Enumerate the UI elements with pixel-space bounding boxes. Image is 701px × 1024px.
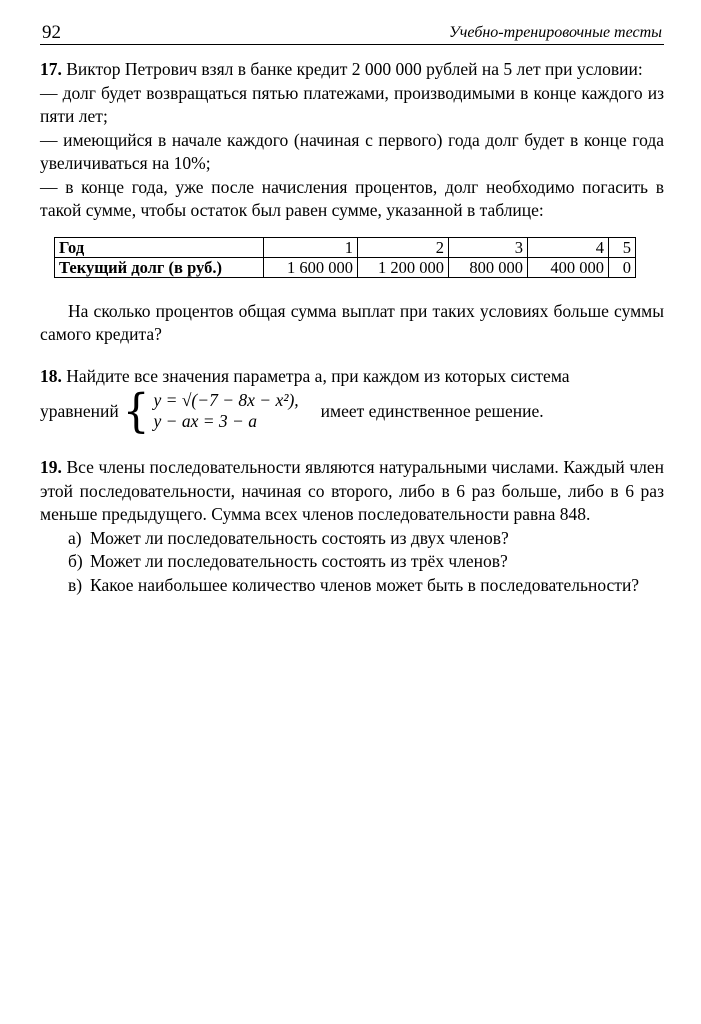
page-content	[40, 58, 664, 597]
system-label: уравнений	[40, 400, 119, 421]
problem-18-statement: Найдите все значения параметра a, при каждом из которых система	[66, 365, 570, 386]
part-label: а)	[68, 527, 82, 548]
table-cell: 5	[609, 237, 636, 257]
part-text: Какое наибольшее количество членов может быть в последовательности?	[90, 574, 640, 595]
problem-17-question: На сколько процентов общая сумма выплат при таких условиях больше суммы самого кредита?	[40, 300, 664, 344]
table-cell: 1 600 000	[264, 257, 358, 277]
problem-17-condition-2: — имеющийся в начале каждого (начиная с первого) года долг будет в конце года увеличиваться на 10%;	[40, 129, 664, 173]
table-row	[55, 257, 636, 277]
page-number: 92	[42, 22, 61, 43]
table-cell: 1 200 000	[358, 257, 449, 277]
table-cell: 2	[358, 237, 449, 257]
problem-17-intro	[40, 58, 664, 82]
table-row	[55, 237, 636, 257]
problem-19-part-a	[40, 527, 664, 551]
table-cell: 1	[264, 237, 358, 257]
problem-17-condition-3: — в конце года, уже после начисления процентов, долг необходимо погасить в такой сумме, чтобы остаток был равен сумме, указанной в таблице:	[40, 176, 664, 220]
problem-18-number: 18.	[40, 365, 62, 386]
running-title: Учебно-тренировочные тесты	[449, 24, 662, 41]
page-header	[40, 20, 664, 45]
problem-19-statement: Все члены последовательности являются натуральными числами. Каждый член этой последовательности, начиная со второго, либо в 6 раз больше, либо в 6 раз меньше предыдущего. Сумма всех членов последовательности равна 848.	[40, 457, 664, 524]
table-cell: 0	[609, 257, 636, 277]
problem-19-text	[40, 456, 664, 527]
debt-table-wrapper	[54, 237, 664, 278]
system-tail: имеет единственное решение.	[320, 400, 544, 421]
table-cell: 3	[449, 237, 528, 257]
problem-19-part-c	[40, 574, 664, 598]
problem-17-condition-1: — долг будет возвращаться пятью платежами, производимыми в конце каждого из пяти лет;	[40, 82, 664, 126]
problem-19-part-b	[40, 550, 664, 574]
equation-2: y − ax = 3 − a	[153, 411, 257, 431]
table-cell: 400 000	[528, 257, 609, 277]
problem-17-number: 17.	[40, 59, 62, 79]
debt-table	[54, 237, 636, 278]
part-label: б)	[68, 551, 83, 571]
part-text: Может ли последовательность состоять из двух членов?	[90, 527, 509, 548]
part-label: в)	[68, 574, 83, 595]
year-row-header: Год	[55, 237, 264, 257]
table-cell: 4	[528, 237, 609, 257]
table-cell: 800 000	[449, 257, 528, 277]
equation-system-row	[40, 383, 664, 438]
problem-19-number: 19.	[40, 457, 62, 477]
debt-row-header: Текущий долг (в руб.)	[55, 257, 264, 277]
equation-1: y = √(−7 − 8x − x²),	[153, 390, 299, 410]
equation-system	[154, 390, 299, 432]
problem-17-intro-text: Виктор Петрович взял в банке кредит 2 000 000 рублей на 5 лет при условии:	[66, 59, 643, 79]
left-brace-symbol: {	[122, 383, 150, 438]
part-text: Может ли последовательность состоять из трёх членов?	[90, 551, 508, 571]
